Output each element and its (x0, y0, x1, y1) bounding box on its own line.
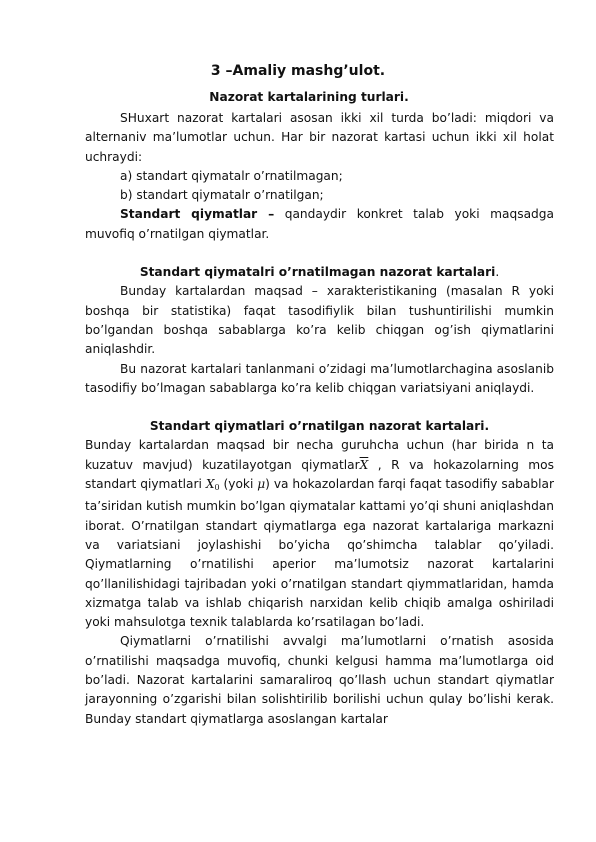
paragraph-set-purpose (85, 436, 554, 632)
section-heading-set: Standart qiymatlari o’rnatilgan nazorat kartalari. (149, 419, 490, 434)
section-heading-unset (85, 263, 554, 282)
x-zero-letter: X (205, 477, 215, 492)
list-item-b: b) standart qiymatalr o’rnatilgan; (120, 188, 324, 203)
x-zero-subscript: 0 (214, 483, 220, 493)
page-title: 3 –Amaliy mashg’ulot. (210, 63, 386, 79)
paragraph-unset-detail: Bu nazorat kartalari tanlanmani o’zidagi ma’lumotlarchagina asoslanib tasodifiy bo’lmagan sabablarga ko’ra kelib chiqgan variatsiyani aniqlaydi. (85, 361, 554, 395)
paragraph-intro: SHuxart nazorat kartalari asosan ikki xil turda bo’ladi: miqdori va alternaniv ma’lumotlar uchun. Har bir nazorat kartasi uchun ikki xil holat uchraydi: (85, 111, 554, 164)
section-heading-unset-text: Standart qiymatalri o’rnatilmagan nazorat kartalari (139, 265, 496, 280)
paragraph-definition (85, 205, 554, 244)
paragraph-set-detail: Qiymatlarni o’rnatilishi avvalgi ma’lumotlarni o’rnatish asosida o’rnatilishi maqsadga muvofiq, chunki kelgusi hamma ma’lumotlarga oid bo’ladi. Nazorat kartalarini samaraliroq qo’llash uchun standart qiymatlar jarayonning o’zgarishi bilan solishtirilib borilishi uchun qulay bo’lishi kerak. Bunday standart qiymatlarga asoslangan kartalar (85, 634, 554, 726)
paragraph-unset-purpose: Bunday kartalardan maqsad – xarakteristikaning (masalan R yoki boshqa bir statistika) faqat tasodifiylik bilan tushuntirilishi mumkin bo’lgandan boshqa sabablarga ko’ra kelib chiqgan og’ish qiymatlarini aniqlashdir. (85, 284, 554, 357)
spacer (85, 398, 554, 417)
definition-text: qandaydir konkret talab yoki maqsadga muvofiq o’rnatilgan qiymatlar. (85, 207, 554, 241)
page-subtitle: Nazorat kartalarining turlari. (209, 90, 409, 104)
paragraph-set-text-1: Bunday kartalardan maqsad bir necha guruhcha uchun (har birida n ta kuzatuv mavjud) kuzatilayotgan qiymatlar (85, 438, 554, 472)
spacer (85, 244, 554, 263)
x-bar-symbol: $\overline{X}$ (359, 457, 369, 472)
list-item-a: a) standart qiymatalr o’rnatilmagan; (120, 168, 343, 183)
x-zero-symbol (206, 477, 220, 491)
definition-term: Standart qiymatlar – (120, 207, 275, 222)
document-body (85, 109, 554, 729)
paragraph-set-text-4: ) va hokazolardan farqi faqat tasodifiy sabablar ta’siridan kutish mumkin bo’lgan qiymatalar kattami yo’qi shuni aniqlashdan iborat. O’rnatilgan standart qiymatlarga ega nazorat kartalariga markazni va variatsiani joylashishi bo’yicha qo’shimcha talablar qo’yiladi. Qiymatlarning o’rnatilishi aperior ma’lumotsiz nazorat kartalarini qo’llanilishidagi tajribadan yoki o’rnatilgan standart qiymmatlaridan, hamda xizmatga talab va ishlab chiqarish narxidan kelib chiqib amalga oshiriladi yoki mahsulotga texnik talablarda ko’rsatilagan bo’ladi. (85, 477, 554, 630)
section-heading-unset-period: . (495, 265, 500, 280)
mu-symbol: μ (257, 477, 266, 492)
paragraph-set-text-2: , R va hokazolarning mos standart qiymatlari (85, 457, 554, 492)
paragraph-set-text-3: (yoki (219, 477, 258, 492)
